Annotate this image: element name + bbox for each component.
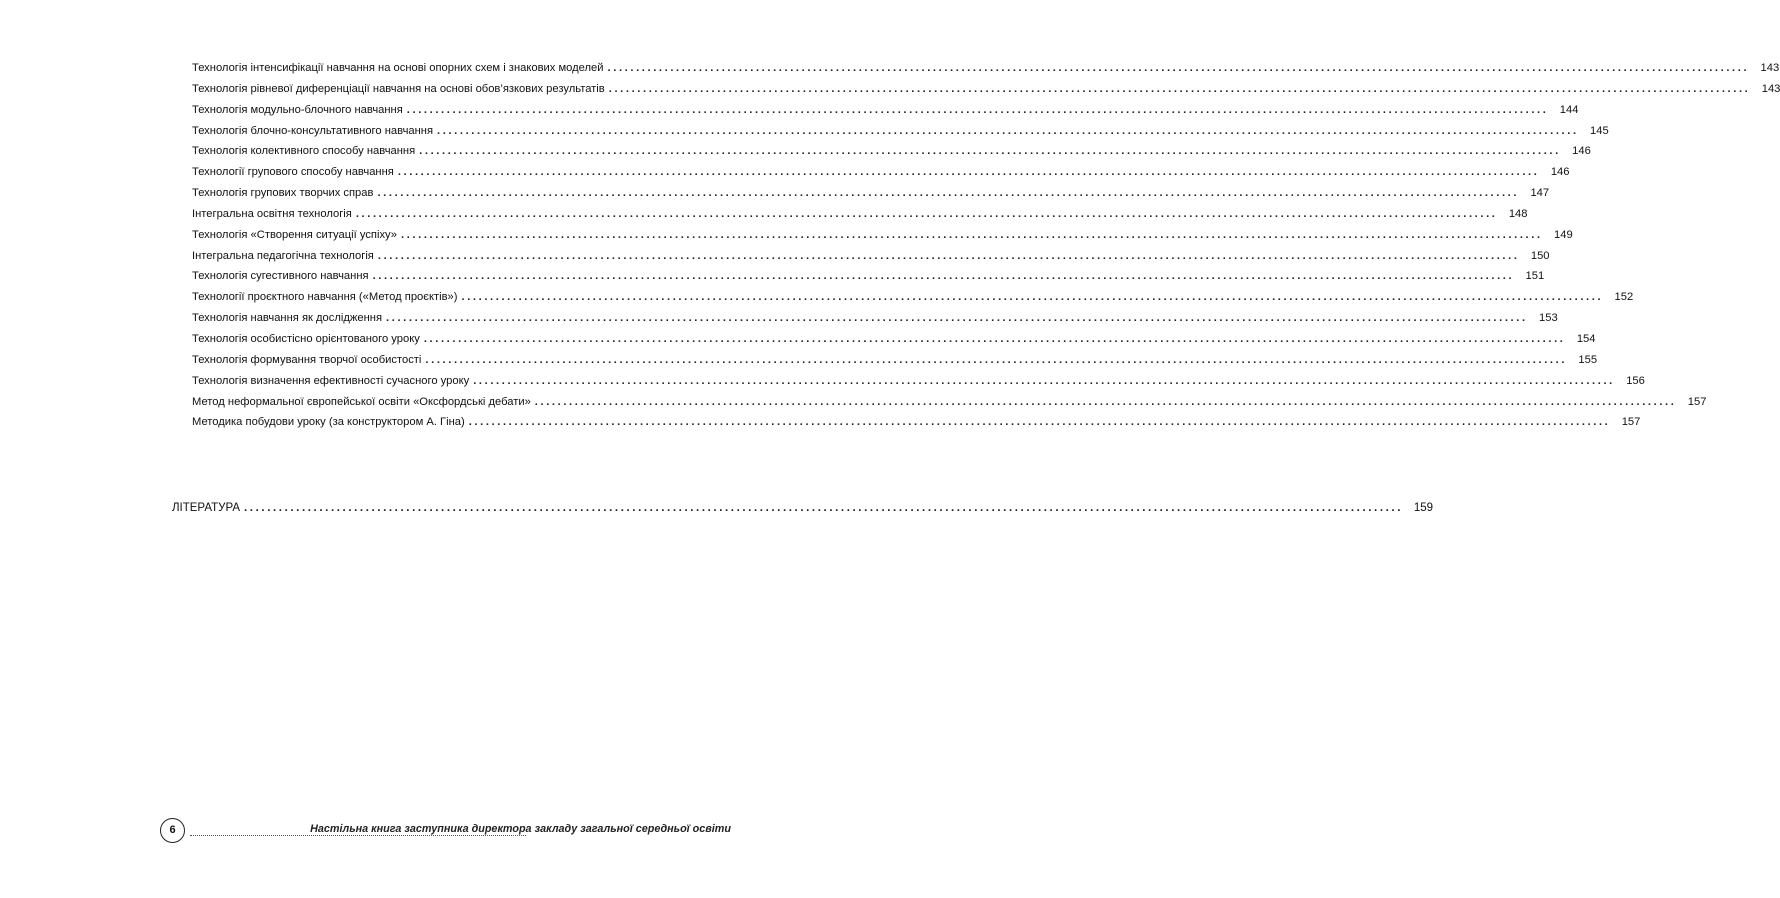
toc-entry-title: Технологія «Створення ситуації успіху» <box>192 228 398 241</box>
toc-entry[interactable] <box>192 350 1598 371</box>
toc-leader-dots: ........................................................................................................................................................................................................ <box>377 187 1520 200</box>
toc-entry-title: Технологія сугестивного навчання <box>192 270 369 283</box>
running-title: Настільна книга заступника директора закладу загальної середньої освіти <box>310 823 731 835</box>
literature-entry[interactable] <box>172 498 1434 519</box>
toc-entry[interactable] <box>192 308 1558 329</box>
toc-entry[interactable] <box>192 287 1634 308</box>
toc-leader-dots: ........................................................................................................................................................................................................ <box>397 166 1540 179</box>
toc-leader-dots: ........................................................................................................................................................................................................ <box>401 228 1543 241</box>
page-footer <box>160 818 735 844</box>
toc-entry-page: 149 <box>1554 228 1573 241</box>
toc-entry-page: 146 <box>1550 166 1570 179</box>
toc-entry[interactable] <box>192 183 1550 204</box>
toc-entry-title: Технологія модульно-блочного навчання <box>192 103 403 116</box>
toc-entry[interactable] <box>192 225 1573 246</box>
toc-entry-page: 157 <box>1687 395 1707 408</box>
toc-entry-page: 157 <box>1621 416 1641 429</box>
toc-leader-dots: ........................................................................................................................................................................................................ <box>386 312 1528 325</box>
toc-entry-page: 143 <box>1760 62 1780 74</box>
page-number: 6 <box>160 818 185 843</box>
toc-entry-page: 145 <box>1590 124 1609 137</box>
toc-leader-dots: ........................................................................................................................................................................................................ <box>423 332 1566 345</box>
toc-entry-title: Технологія групових творчих справ <box>192 187 374 200</box>
footer-divider <box>190 835 526 836</box>
toc-leader-dots: ........................................................................................................................................................................................................ <box>372 270 1515 283</box>
toc-leader-dots: ........................................................................................................................................................................................................ <box>406 103 1549 116</box>
toc-entry-page: 143 <box>1761 82 1780 95</box>
toc-entry-title: Метод неформальної європейської освіти «Оксфордські дебати» <box>192 395 531 408</box>
toc-entry-page: 155 <box>1578 353 1598 366</box>
toc-leader-dots: ........................................................................................................................................................................................................ <box>608 82 1751 95</box>
toc-entry-title: Технології групового способу навчання <box>192 166 394 179</box>
toc-entry[interactable] <box>192 121 1609 142</box>
toc-entry-title: Інтегральна освітня технологія <box>192 207 352 220</box>
toc-entry-title: Технології проєктного навчання («Метод проєктів») <box>192 291 458 304</box>
toc-entry-title: Технологія особистісно орієнтованого уроку <box>192 332 420 345</box>
toc-entry-title: Технологія визначення ефективності сучасного уроку <box>192 374 470 387</box>
toc-leader-dots: ........................................................................................................................................................................................................ <box>607 62 1750 74</box>
toc-entry-title: Технологія блочно-консультативного навчання <box>192 124 434 137</box>
literature-title: ЛІТЕРАТУРА <box>172 502 241 514</box>
toc-entry-page: 146 <box>1572 145 1591 158</box>
literature-page: 159 <box>1413 502 1434 514</box>
toc-entry[interactable] <box>192 329 1596 350</box>
toc-entry-page: 150 <box>1530 249 1550 262</box>
toc-entry[interactable] <box>192 100 1579 121</box>
toc-entry[interactable] <box>192 371 1645 392</box>
toc-entry-page: 152 <box>1614 291 1634 304</box>
toc-entry[interactable] <box>192 162 1570 183</box>
toc-entry-title: Методика побудови уроку (за конструктором А. Гіна) <box>192 416 465 429</box>
toc-entry[interactable] <box>192 58 1780 79</box>
toc-entry-page: 154 <box>1576 332 1596 345</box>
toc-entry[interactable] <box>192 392 1707 413</box>
toc-entry[interactable] <box>192 412 1641 433</box>
toc-leader-dots: ........................................................................................................................................................................................................ <box>425 353 1568 366</box>
table-of-contents <box>192 58 1780 433</box>
toc-entry-title: Технологія навчання як дослідження <box>192 312 383 325</box>
toc-entry-page: 147 <box>1530 187 1550 200</box>
toc-entry[interactable] <box>192 266 1545 287</box>
toc-leader-dots: ........................................................................................................................................................................................................ <box>468 416 1611 429</box>
literature-section <box>172 498 1434 519</box>
toc-entry-page: 148 <box>1508 207 1528 220</box>
toc-entry-page: 156 <box>1626 374 1645 387</box>
toc-entry-title: Технологія інтенсифікації навчання на основі опорних схем і знакових моделей <box>192 62 604 74</box>
toc-leader-dots: ........................................................................................................................................................................................................ <box>419 145 1561 158</box>
toc-entry-page: 153 <box>1539 312 1558 325</box>
toc-entry[interactable] <box>192 141 1591 162</box>
toc-leader-dots: ........................................................................................................................................................................................................ <box>244 502 1404 514</box>
toc-leader-dots: ........................................................................................................................................................................................................ <box>473 374 1615 387</box>
toc-entry[interactable] <box>192 246 1550 267</box>
toc-entry-title: Технологія рівневої диференціації навчання на основі обов’язкових результатів <box>192 82 605 95</box>
toc-leader-dots: ........................................................................................................................................................................................................ <box>437 124 1579 137</box>
toc-entry-title: Технологія колективного способу навчання <box>192 145 416 158</box>
toc-leader-dots: ........................................................................................................................................................................................................ <box>355 207 1498 220</box>
toc-entry-title: Інтегральна педагогічна технологія <box>192 249 374 262</box>
toc-entry[interactable] <box>192 204 1528 225</box>
toc-entry[interactable] <box>192 79 1780 100</box>
toc-leader-dots: ........................................................................................................................................................................................................ <box>377 249 1520 262</box>
toc-entry-title: Технологія формування творчої особистості <box>192 353 422 366</box>
toc-entry-page: 151 <box>1525 270 1545 283</box>
toc-leader-dots: ........................................................................................................................................................................................................ <box>534 395 1677 408</box>
toc-entry-page: 144 <box>1559 103 1579 116</box>
toc-leader-dots: ........................................................................................................................................................................................................ <box>461 291 1604 304</box>
